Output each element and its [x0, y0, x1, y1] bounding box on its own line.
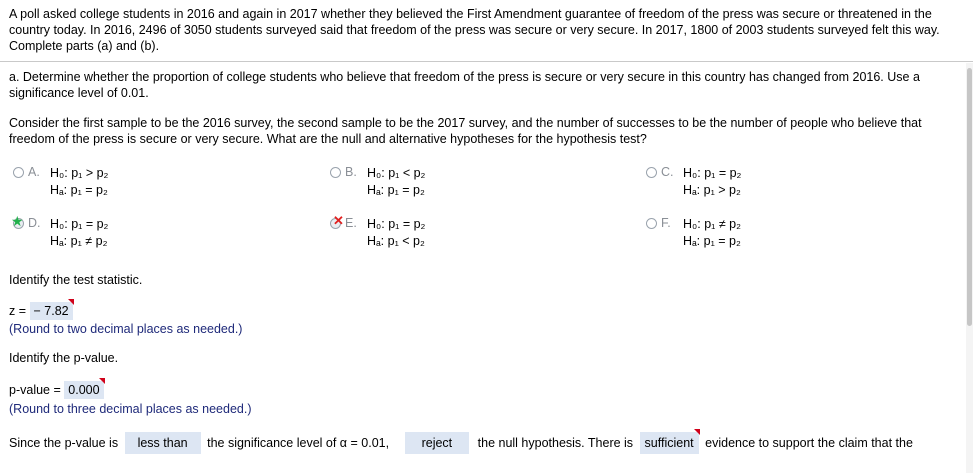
answer-flag-icon: [694, 429, 700, 435]
pvalue-answer-box[interactable]: [64, 381, 103, 399]
dropdown-value: reject: [421, 436, 453, 450]
answer-flag-icon: [99, 378, 105, 384]
h0-label: H₀:: [367, 217, 385, 231]
h0-expression: p₁ ≠ p₂: [704, 217, 741, 231]
radio-button[interactable]: [330, 167, 341, 178]
radio-button-selected[interactable]: [11, 213, 24, 229]
ha-label: Hₐ:: [50, 234, 68, 248]
option-letter: F.: [661, 216, 671, 230]
correct-star-icon: ★: [11, 213, 24, 229]
ha-expression: p₁ > p₂: [703, 183, 741, 197]
section-divider: [0, 61, 973, 62]
pvalue-comparison-dropdown[interactable]: [125, 432, 201, 454]
option-letter: E.: [345, 216, 357, 230]
radio-button[interactable]: [13, 167, 24, 178]
ha-label: Hₐ:: [683, 234, 701, 248]
conclusion-text-3: the null hypothesis. There is: [477, 436, 634, 450]
dropdown-value: sufficient: [644, 436, 694, 450]
h0-expression: p₁ = p₂: [71, 217, 109, 231]
ha-expression: p₁ = p₂: [703, 234, 741, 248]
option-e[interactable]: [330, 213, 426, 250]
incorrect-x-icon: ✕: [333, 213, 344, 228]
decision-dropdown[interactable]: [405, 432, 470, 454]
hypotheses-question: Consider the first sample to be the 2016 survey, the second sample to be the 2017 survey, and the number of successes to be the number of people who believe that freedom of the press is secure or very secure. What are the null and alternative hypotheses for the hypothesis test?: [9, 116, 922, 146]
conclusion-text-1: Since the p-value is: [9, 436, 119, 450]
test-statistic-prompt: Identify the test statistic.: [9, 273, 143, 287]
ha-label: Hₐ:: [683, 183, 701, 197]
ha-expression: p₁ ≠ p₂: [70, 234, 108, 248]
conclusion-text-4: evidence to support the claim that the: [705, 436, 913, 450]
pvalue-value: 0.000: [68, 383, 100, 397]
ha-label: Hₐ:: [50, 183, 68, 197]
answer-flag-icon: [68, 299, 74, 305]
h0-expression: p₁ = p₂: [704, 166, 742, 180]
radio-button[interactable]: [646, 218, 657, 229]
option-f[interactable]: [646, 216, 741, 250]
option-b[interactable]: [330, 165, 425, 199]
ha-label: Hₐ:: [367, 234, 385, 248]
option-d[interactable]: [11, 213, 109, 250]
z-answer-box[interactable]: [30, 302, 73, 320]
radio-button-selected[interactable]: [330, 213, 344, 229]
conclusion-text-2: the significance level of α = 0.01,: [207, 436, 390, 450]
part-a-question: a. Determine whether the proportion of college students who believe that freedom of the press is secure or very secure in this country has changed from 2016. Use a significance level of 0.01.: [9, 70, 920, 100]
z-label: z =: [9, 304, 27, 318]
option-letter: C.: [661, 165, 674, 179]
ha-expression: p₁ < p₂: [387, 234, 425, 248]
pvalue-label: p-value =: [9, 383, 61, 397]
option-a[interactable]: [13, 165, 108, 199]
h0-label: H₀:: [50, 166, 68, 180]
radio-button[interactable]: [646, 167, 657, 178]
option-letter: D.: [28, 216, 41, 230]
option-c[interactable]: [646, 165, 741, 199]
option-letter: A.: [28, 165, 40, 179]
problem-intro: A poll asked college students in 2016 and again in 2017 whether they believed the First Amendment guarantee of freedom of the press was secure or threatened in the country today. In 2016, 2496 of 3050 students surveyed said that freedom of the press was secure or very secure. In 2017, 1800 of 2003 students surveyed felt this way. Complete parts (a) and (b).: [9, 7, 940, 53]
scrollbar-thumb[interactable]: [967, 68, 972, 326]
round-two-hint: (Round to two decimal places as needed.): [9, 322, 243, 336]
pvalue-answer-row: [9, 381, 104, 399]
h0-label: H₀:: [50, 217, 68, 231]
h0-expression: p₁ < p₂: [388, 166, 426, 180]
h0-expression: p₁ > p₂: [71, 166, 109, 180]
z-answer-row: [9, 302, 73, 320]
pvalue-prompt: Identify the p-value.: [9, 351, 119, 365]
dropdown-value: less than: [137, 436, 188, 450]
ha-label: Hₐ:: [367, 183, 385, 197]
h0-label: H₀:: [367, 166, 385, 180]
z-value: − 7.82: [33, 304, 69, 318]
round-three-hint: (Round to three decimal places as needed.): [9, 402, 252, 416]
h0-label: H₀:: [683, 166, 701, 180]
conclusion-row: [9, 432, 913, 454]
ha-expression: p₁ = p₂: [70, 183, 108, 197]
option-letter: B.: [345, 165, 357, 179]
ha-expression: p₁ = p₂: [387, 183, 425, 197]
h0-expression: p₁ = p₂: [388, 217, 426, 231]
h0-label: H₀:: [683, 217, 701, 231]
evidence-dropdown[interactable]: [640, 432, 699, 454]
